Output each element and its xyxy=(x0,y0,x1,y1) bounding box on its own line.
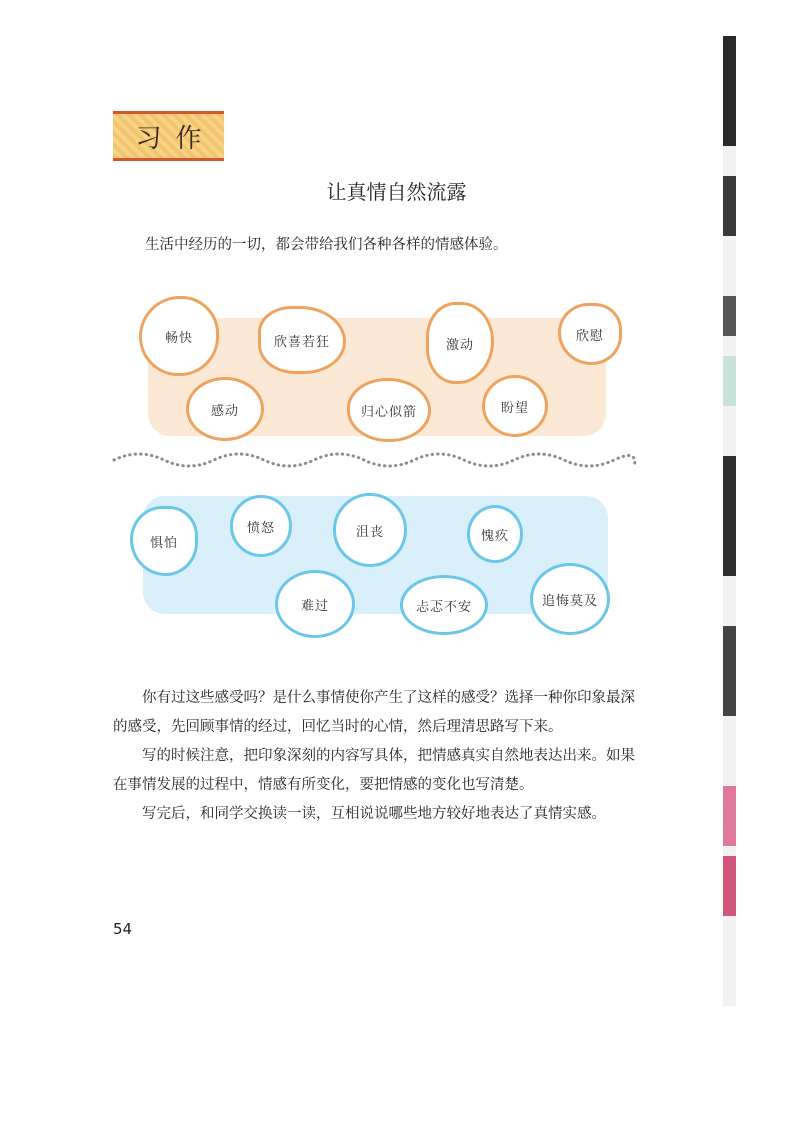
emotion-bubble: 惧怕 xyxy=(130,506,198,576)
wavy-divider xyxy=(112,448,637,488)
emotion-bubble: 盼望 xyxy=(482,375,548,437)
section-label xyxy=(113,111,224,161)
emotion-bubble: 忐忑不安 xyxy=(400,575,488,635)
paragraph: 写的时候注意，把印象深刻的内容写具体，把情感真实自然地表达出来。如果在事情发展的过程中，情感有所变化，要把情感的变化也写清楚。 xyxy=(113,748,635,793)
emotion-bubble: 难过 xyxy=(275,570,355,638)
emotion-bubble: 追悔莫及 xyxy=(530,563,610,635)
page-title: 让真情自然流露 xyxy=(326,180,467,204)
emotion-bubble: 激动 xyxy=(426,302,494,384)
emotion-bubble: 沮丧 xyxy=(333,493,407,567)
intro-text: 生活中经历的一切，都会带给我们各种各样的情感体验。 xyxy=(145,237,508,253)
emotion-bubble: 愤怒 xyxy=(230,495,292,557)
page-edge-decoration xyxy=(723,36,736,1006)
emotion-bubble: 归心似箭 xyxy=(347,378,431,442)
section-label-text: 习作 xyxy=(135,123,216,154)
emotion-bubble: 感动 xyxy=(186,377,264,441)
paragraph: 你有过这些感受吗？是什么事情使你产生了这样的感受？选择一种你印象最深的感受，先回顾事情的经过，回忆当时的心情，然后理清思路写下来。 xyxy=(113,690,635,735)
page-number: 54 xyxy=(113,920,133,938)
emotion-bubble: 欣慰 xyxy=(558,303,622,365)
paragraph: 写完后，和同学交换读一读，互相说说哪些地方较好地表达了真情实感。 xyxy=(142,806,606,822)
emotion-bubble: 愧疚 xyxy=(467,505,523,563)
emotion-bubble: 畅快 xyxy=(139,296,219,376)
body-text xyxy=(113,684,643,829)
emotion-bubble: 欣喜若狂 xyxy=(258,306,346,374)
